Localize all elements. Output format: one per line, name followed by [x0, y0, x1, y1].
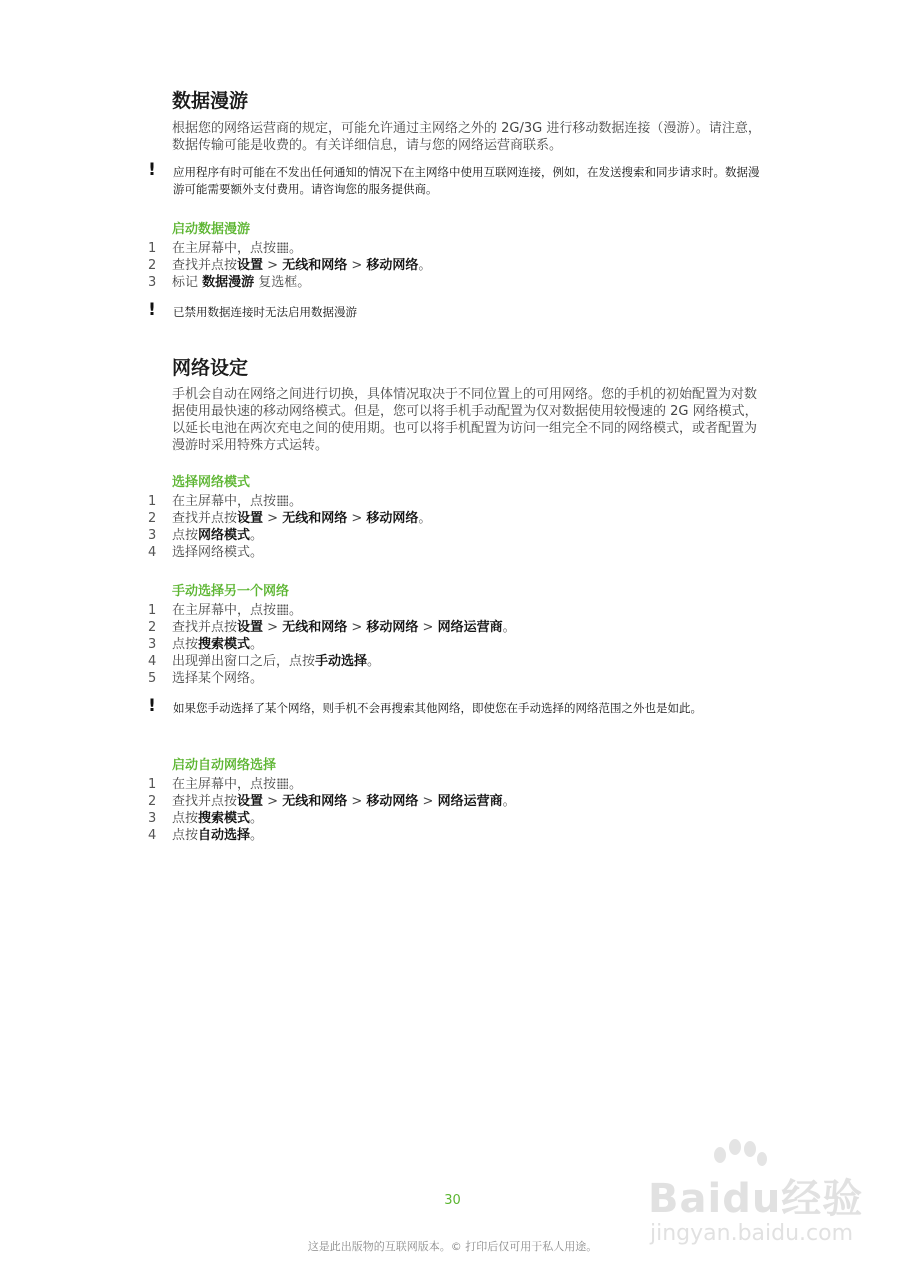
- step-number: 2: [148, 511, 157, 526]
- step-number: 3: [148, 275, 157, 290]
- step-number: 4: [148, 545, 157, 560]
- step-number: 1: [148, 241, 157, 256]
- roaming-disabled-text: 已禁用数据连接时无法启用数据漫游: [173, 305, 357, 319]
- step-number: 2: [148, 620, 157, 635]
- step-text: 在主屏幕中，点按: [172, 494, 277, 509]
- step-text: 。: [289, 777, 303, 792]
- step-text: 在主屏幕中，点按: [172, 603, 277, 618]
- menu-path-wireless: 无线和网络: [282, 511, 348, 526]
- option-auto-select: 自动选择: [198, 828, 251, 843]
- step-text: 在主屏幕中，点按: [172, 777, 277, 792]
- menu-path-mobile-networks: 移动网络: [366, 258, 419, 273]
- list-item: [145, 257, 765, 274]
- list-item: [145, 510, 765, 527]
- list-item: [145, 670, 765, 687]
- step-text: 。: [250, 811, 264, 826]
- step-text: 。: [502, 794, 516, 809]
- menu-path-mobile-networks: 移动网络: [366, 794, 419, 809]
- path-separator: >: [263, 620, 283, 635]
- step-text: 。: [289, 603, 303, 618]
- list-item: [145, 527, 765, 544]
- watermark-brand: Baidu经验: [648, 1176, 864, 1222]
- step-text: 选择某个网络。: [172, 671, 264, 686]
- step-text: 查找并点按: [172, 258, 238, 273]
- step-number: 1: [148, 777, 157, 792]
- exclamation-icon: !: [148, 160, 156, 180]
- list-item: [145, 619, 765, 636]
- section-title-network: 网络设定: [172, 357, 249, 379]
- list-item: [145, 653, 765, 670]
- step-number: 4: [148, 828, 157, 843]
- option-search-mode: 搜索模式: [198, 811, 251, 826]
- option-network-mode: 网络模式: [198, 528, 251, 543]
- list-item: [145, 776, 765, 793]
- page-number: 30: [444, 1193, 461, 1208]
- list-item: [145, 810, 765, 827]
- step-text: 。: [418, 258, 432, 273]
- path-separator: >: [263, 511, 283, 526]
- menu-path-wireless: 无线和网络: [282, 258, 348, 273]
- menu-path-network-operators: 网络运营商: [437, 620, 503, 635]
- manual-network-steps: [145, 602, 765, 687]
- menu-path-settings: 设置: [237, 258, 264, 273]
- option-manual-select: 手动选择: [315, 654, 368, 669]
- step-text: 查找并点按: [172, 620, 238, 635]
- step-number: 3: [148, 637, 157, 652]
- step-text: 。: [250, 637, 264, 652]
- app-grid-icon: [277, 495, 288, 506]
- step-text: 标记: [172, 275, 203, 290]
- step-text: 出现弹出窗口之后，点按: [172, 654, 316, 669]
- step-text: 。: [502, 620, 516, 635]
- path-separator: >: [347, 511, 367, 526]
- app-grid-icon: [277, 242, 288, 253]
- watermark-domain: jingyan.baidu.com: [650, 1221, 854, 1246]
- path-separator: >: [347, 620, 367, 635]
- section-title-roaming: 数据漫游: [172, 90, 249, 112]
- step-text: 。: [418, 511, 432, 526]
- exclamation-icon: !: [148, 696, 156, 716]
- menu-path-settings: 设置: [237, 511, 264, 526]
- manual-network-note-text: 如果您手动选择了某个网络，则手机不会再搜索其他网络，即使您在手动选择的网络范围之外也是如此。: [173, 701, 702, 715]
- step-text: 。: [289, 241, 303, 256]
- roaming-description: 根据您的网络运营商的规定，可能允许通过主网络之外的 2G/3G 进行移动数据连接（漫游）。请注意，数据传输可能是收费的。有关详细信息，请与您的网络运营商联系。: [172, 121, 761, 153]
- footer-text: 这是此出版物的互联网版本。© 打印后仅可用于私人用途。: [307, 1240, 598, 1253]
- step-number: 1: [148, 494, 157, 509]
- step-number: 1: [148, 603, 157, 618]
- step-number: 5: [148, 671, 157, 686]
- subsection-title-auto-network: 启动自动网络选择: [172, 758, 277, 773]
- step-number: 4: [148, 654, 157, 669]
- subsection-title-network-mode: 选择网络模式: [172, 475, 251, 490]
- option-data-roaming: 数据漫游: [202, 275, 255, 290]
- path-separator: >: [263, 794, 283, 809]
- step-text: 。: [289, 494, 303, 509]
- path-separator: >: [347, 794, 367, 809]
- list-item: [145, 827, 765, 844]
- list-item: [145, 493, 765, 510]
- exclamation-icon: !: [148, 300, 156, 320]
- step-text: 查找并点按: [172, 511, 238, 526]
- path-separator: >: [347, 258, 367, 273]
- menu-path-network-operators: 网络运营商: [437, 794, 503, 809]
- menu-path-settings: 设置: [237, 794, 264, 809]
- menu-path-mobile-networks: 移动网络: [366, 511, 419, 526]
- step-number: 3: [148, 528, 157, 543]
- step-text: 点按: [172, 528, 199, 543]
- subsection-title-enable-roaming: 启动数据漫游: [172, 222, 251, 237]
- step-text: 。: [250, 528, 264, 543]
- list-item: [145, 636, 765, 653]
- list-item: [145, 793, 765, 810]
- network-description: 手机会自动在网络之间进行切换，具体情况取决于不同位置上的可用网络。您的手机的初始配置为对数据使用最快速的移动网络模式。但是，您可以将手机手动配置为仅对数据使用较慢速的 2G 网络模式，以延长电池在两次充电之间的使用期。也可以将手机配置为访问一组完全不同的网络模式，或者配置为漫游时采用特殊方式运转。: [172, 387, 758, 453]
- menu-path-wireless: 无线和网络: [282, 620, 348, 635]
- path-separator: >: [263, 258, 283, 273]
- list-item: [145, 544, 765, 561]
- step-text: 复选框。: [254, 275, 311, 290]
- option-search-mode: 搜索模式: [198, 637, 251, 652]
- step-text: 。: [250, 828, 264, 843]
- step-number: 3: [148, 811, 157, 826]
- app-grid-icon: [277, 604, 288, 615]
- network-mode-steps: [145, 493, 765, 561]
- step-number: 2: [148, 794, 157, 809]
- list-item: [145, 602, 765, 619]
- list-item: [145, 240, 765, 257]
- step-text: 。: [367, 654, 381, 669]
- step-text: 在主屏幕中，点按: [172, 241, 277, 256]
- enable-roaming-steps: [145, 240, 765, 291]
- menu-path-settings: 设置: [237, 620, 264, 635]
- path-separator: >: [418, 794, 438, 809]
- step-text: 点按: [172, 811, 199, 826]
- menu-path-wireless: 无线和网络: [282, 794, 348, 809]
- step-text: 点按: [172, 637, 199, 652]
- path-separator: >: [418, 620, 438, 635]
- step-text: 选择网络模式。: [172, 545, 264, 560]
- list-item: [145, 274, 765, 291]
- step-text: 点按: [172, 828, 199, 843]
- step-text: 查找并点按: [172, 794, 238, 809]
- menu-path-mobile-networks: 移动网络: [366, 620, 419, 635]
- step-number: 2: [148, 258, 157, 273]
- subsection-title-manual-network: 手动选择另一个网络: [172, 584, 290, 599]
- auto-network-steps: [145, 776, 765, 844]
- roaming-warning-text: 应用程序有时可能在不发出任何通知的情况下在主网络中使用互联网连接，例如，在发送搜索和同步请求时。数据漫游可能需要额外支付费用。请咨询您的服务提供商。: [173, 165, 760, 196]
- app-grid-icon: [277, 778, 288, 789]
